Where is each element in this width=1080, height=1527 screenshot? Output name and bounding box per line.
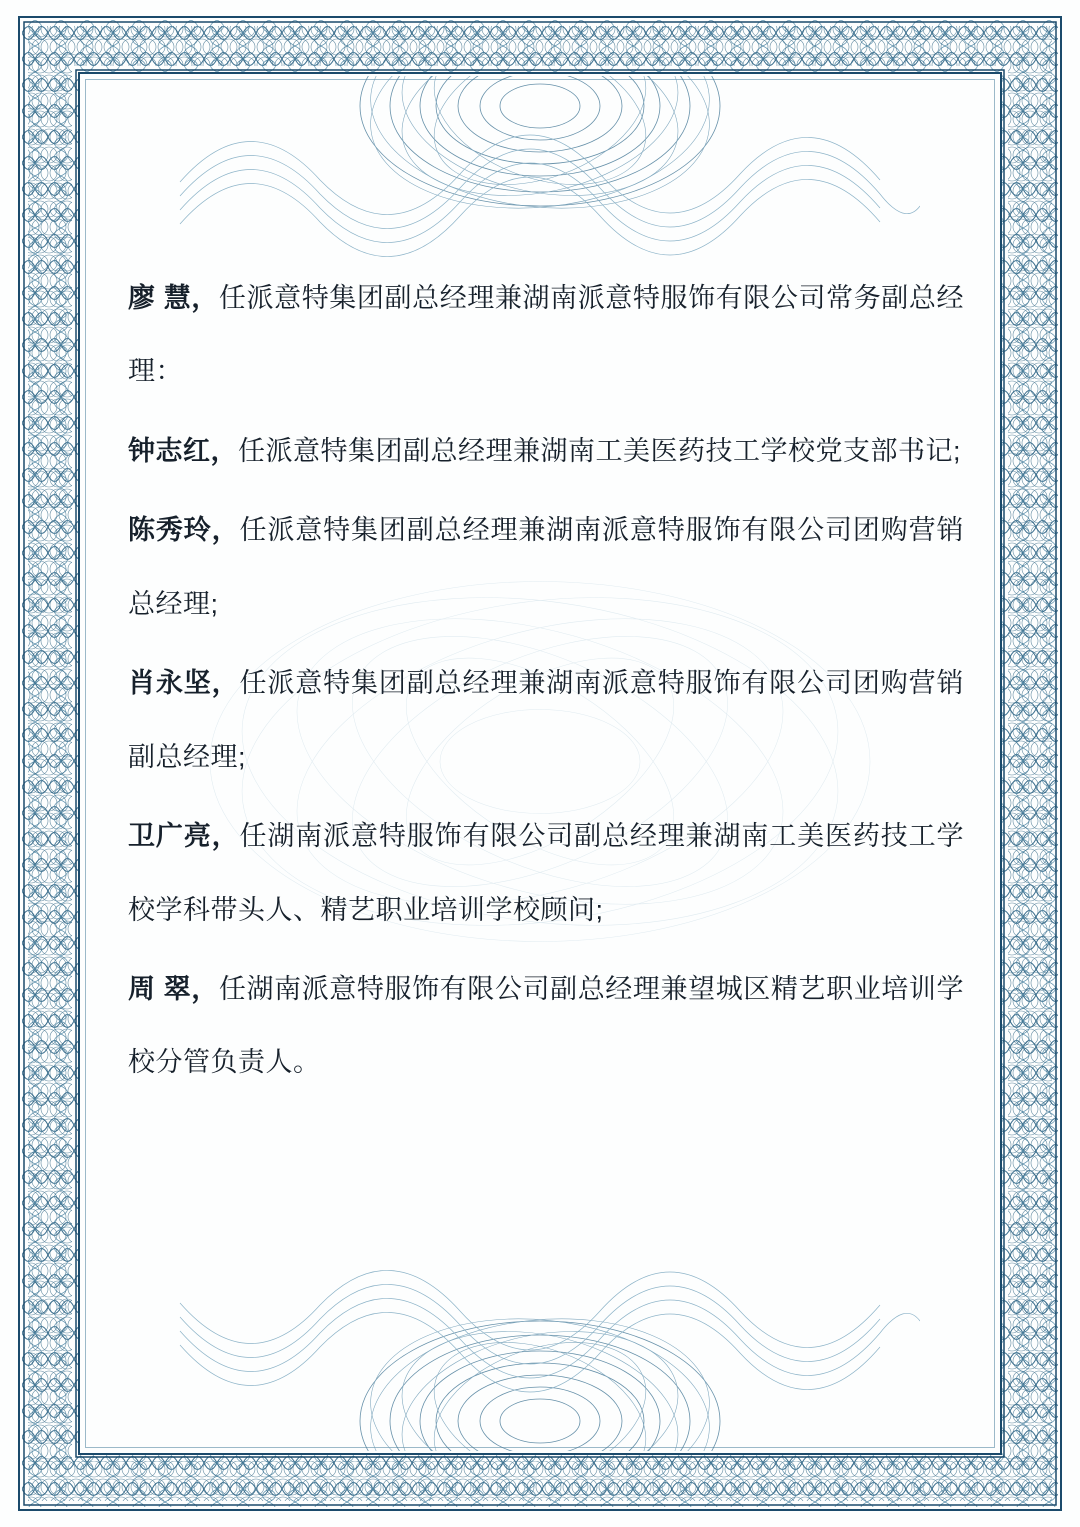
entry-name: 卫广亮， <box>128 821 240 852</box>
entry-name: 肖永坚， <box>128 668 240 699</box>
entry-paragraph <box>128 647 964 794</box>
entry-paragraph <box>128 800 964 947</box>
entry-name: 陈秀玲， <box>128 515 240 546</box>
entry-text: 任派意特集团副总经理兼湖南派意特服饰有限公司团购营销总经理; <box>128 515 965 619</box>
entry-name: 周 翠， <box>128 973 219 1004</box>
entry-paragraph <box>128 262 964 409</box>
entry-text: 任湖南派意特服饰有限公司副总经理兼湖南工美医药技工学校学科带头人、精艺职业培训学校顾问; <box>128 821 965 925</box>
entry-paragraph <box>128 953 964 1100</box>
entry-paragraph <box>128 494 964 641</box>
entry-text: 任派意特集团副总经理兼湖南工美医药技工学校党支部书记; <box>238 435 962 466</box>
entry-paragraph <box>128 415 964 488</box>
entry-text: 任派意特集团副总经理兼湖南派意特服饰有限公司团购营销副总经理; <box>128 668 965 772</box>
entry-text: 任派意特集团副总经理兼湖南派意特服饰有限公司常务副总经理： <box>128 283 964 387</box>
entry-text: 任湖南派意特服饰有限公司副总经理兼望城区精艺职业培训学校分管负责人。 <box>128 973 964 1078</box>
certificate-body <box>128 262 964 1106</box>
entry-name: 钟志红， <box>128 435 238 466</box>
entry-name: 廖 慧， <box>128 283 219 313</box>
